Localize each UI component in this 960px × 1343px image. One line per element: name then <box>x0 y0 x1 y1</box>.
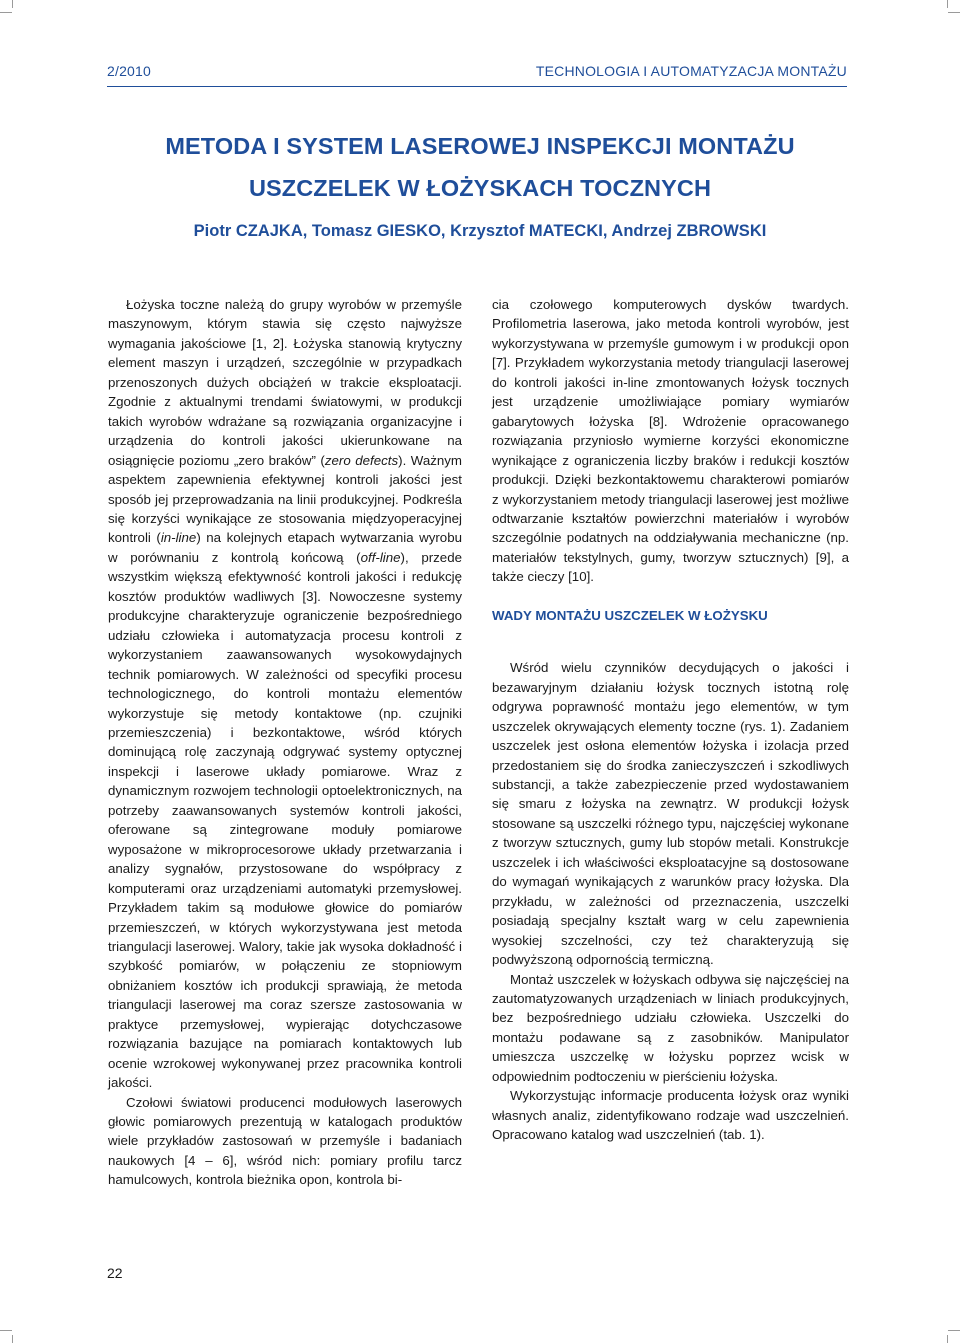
journal-name: TECHNOLOGIA I AUTOMATYZACJA MONTAŻU <box>535 63 847 79</box>
crop-mark <box>948 1330 960 1331</box>
paragraph: Wśród wielu czynników decydujących o jakości i bezawaryjnym działaniu łożysk tocznych istotną rolę odgrywa poprawność montażu jego elementów, w tym uszczelek okrywających elementy toczne (rys. 1). Zadaniem uszczelek jest osłona elementów łożyska i izolacja przed przedostaniem się do środka zanieczyszczeń i szkodliwych substancji, a także zabezpieczenie przed wydostawaniem się smaru z łożyska na zewnątrz. W produkcji łożysk stosowane są uszczelki różnego typu, najczęściej wykonane z tworzyw sztucznych, gumy lub stopów metali. Konstrukcje uszczelek i ich właściwości eksploatacyjne są dostosowane do wymagań wynikających z warunków pracy łożyska. Dla przykładu, w zależności od przeznaczenia, uszczelki posiadają specjalny kształt warg w celu zapewnienia wysokiej szczelności, czy też charakteryzują się podwyższoną odpornością termiczną. <box>492 660 849 968</box>
article-authors: Piotr CZAJKA, Tomasz GIESKO, Krzysztof MATECKI, Andrzej ZBROWSKI <box>193 222 767 240</box>
article-title-line-2: USZCZELEK W ŁOŻYSKACH TOCZNYCH <box>248 175 712 201</box>
paragraph-text: ( <box>315 452 325 468</box>
paragraph-text: Łożyska toczne należą do grupy wyrobów w przemyśle maszynowym, którym stawia się często najwyższe wymagania jakościowe [1, 2]. Łożyska stanowią krytyczny element maszyn i urządzeń, szczególnie w przypadkach przenoszonych dużych obciążeń w trakcie eksploatacji. Zgodnie z aktualnymi trendami światowymi, w produkcji takich wyrobów wdrażane są rozwiązania organizacyjne i urządzenia do kontroli jakości ukierunkowane na osiągnięcie poziomu „zero braków” <box>108 297 462 468</box>
article-title-line-1: METODA I SYSTEM LASEROWEJ INSPEKCJI MONTAŻU <box>165 133 795 159</box>
header-divider <box>107 86 847 87</box>
section-heading: WADY MONTAŻU USZCZELEK W ŁOŻYSKU <box>492 607 768 623</box>
crop-mark <box>948 12 960 13</box>
italic-term: off-line <box>360 549 401 565</box>
paragraph: Wykorzystując informacje producenta łożysk oraz wyniki własnych analiz, zidentyfikowano rodzaje wad uszczelnień. Opracowano katalog wad uszczelnień (tab. 1). <box>492 1088 849 1143</box>
paragraph: Czołowi światowi producenci modułowych laserowych głowic pomiarowych prezentują w katalogach produktów wiele przykładów zastosowań w przemyśle i badaniach naukowych [4 – 6], wśród nich: pomiary profilu tarcz hamulcowych, kontrola bieżnika opon, kontrola bi- <box>108 1094 462 1188</box>
paragraph <box>108 295 462 1093</box>
paragraph: Montaż uszczelek w łożyskach odbywa się najczęściej na zautomatyzowanych urządzeniach w liniach produkcyjnych, bez bezpośredniego udziału człowieka. Uszczelki do montażu podawane są z zasobników. Manipulator umieszcza uszczelkę w łożysku poprzez wcisk w odpowiednim podtoczeniu w pierścieniu łożyska. <box>492 971 849 1084</box>
crop-mark <box>947 0 948 8</box>
paragraph-text: ) na kolejnych etapach wytwarzania wyrobu w porównaniu z kontrolą końcową ( <box>108 530 462 565</box>
crop-mark <box>0 1330 12 1331</box>
crop-mark <box>0 12 12 13</box>
italic-term: zero defects <box>324 452 399 468</box>
left-column <box>108 295 462 1190</box>
crop-mark <box>12 0 13 8</box>
crop-mark <box>12 1335 13 1343</box>
running-header <box>107 63 847 83</box>
page-number: 22 <box>107 1265 123 1281</box>
issue-number: 2/2010 <box>107 63 152 79</box>
italic-term: in-line <box>160 530 197 546</box>
paragraph: cia czołowego komputerowych dysków twardych. Profilometria laserowa, jako metoda kontroli wyrobów, jest wykorzystywana w przemyśle gumowym i w produkcji opon [7]. Przykładem wykorzystania metody triangulacji laserowej do kontroli jakości in-line zmontowanych łożysk tocznych jest urządzenie umożliwiające pomiary wymiarów gabarytowych łożyska [8]. Wdrożenie opracowanego rozwiązania przyniosło wymierne korzyści ekonomiczne wynikające z ograniczenia liczby braków i redukcji kosztów produkcji. Dzięki bezkontaktowemu charakterowi pomiarów z wykorzystaniem metody triangulacji laserowej jest możliwe odtwarzanie kształtów powierzchni materiałów i wyrobów szczególnie podatnych na oddziaływania mechaniczne (np. materiałów tekstylnych, gumy, tworzyw sztucznych) [9], a także cieczy [10]. <box>492 297 849 585</box>
paragraph-text: ), przede wszystkim większą efektywność kontroli jakości i redukcję kosztów produktów wadliwych [3]. Nowoczesne systemy produkcyjne charakteryzuje ograniczenie bezpośredniego udziału człowieka i automatyzacja procesu kontroli z wykorzystaniem zaawansowanych wysokowydajnych technik pomiarowych. W zależności od specyfiki procesu technologicznego, do kontroli montażu elementów wykorzystuje się metody kontaktowe (np. czujniki przemieszczenia) i bezkontaktowe, wśród których dominującą rolę zaczynają odgrywać systemy optycznej inspekcji i laserowe układy pomiarowe. Wraz z dynamicznym rozwojem technologii optoelektronicznych, na potrzeby zaawansowanych systemów kontroli jakości, oferowane są zintegrowane moduły pomiarowe wyposażone w mikroprocesorowe układy przetwarzania i analizy sygnałów, przystosowane do współpracy z komputerami oraz urządzeniami automatyki przemysłowej. Przykładem takim są modułowe głowice do pomiarów przemieszczeń, w których wykorzystywana jest metoda triangulacji laserowej. Walory, takie jak wysoka dokładność i szybkość pomiarów, w połączeniu ze stopniowym obniżaniem kosztów ich produkcji sprawiają, że metoda triangulacji laserowej ma coraz szersze zastosowania w praktyce przemysłowej, wypierając dotychczasowe rozwiązania bazujące na pomiarach kontaktowych lub ocenie wzrokowej wykonywanej przez pracownika kontroli jakości. <box>108 549 462 1091</box>
paragraph-text: ). Ważnym aspektem zapewnienia efektywnej kontroli jakości jest sposób jej przeprowadzania na linii produkcyjnej. Podkreśla się korzyści wynikające ze stosowania międzyoperacyjnej kontroli ( <box>108 452 462 546</box>
right-column <box>492 295 849 1145</box>
crop-mark <box>947 1335 948 1343</box>
